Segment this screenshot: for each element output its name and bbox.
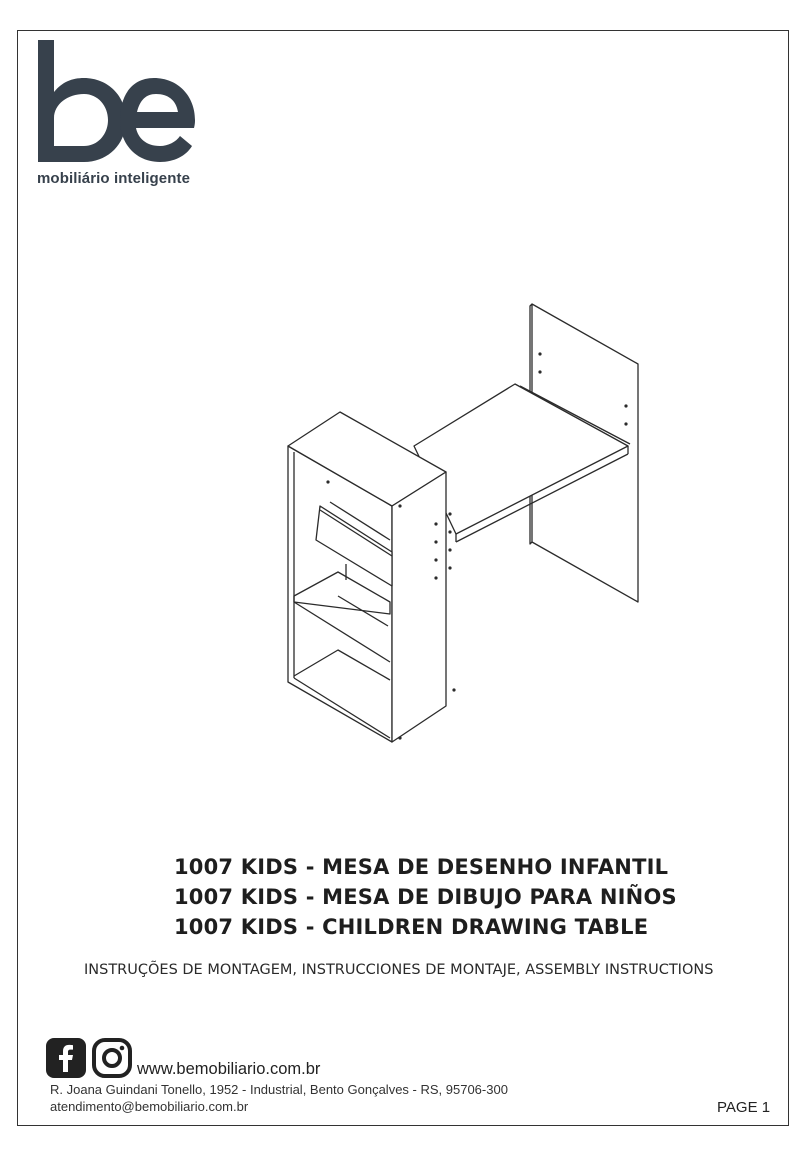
website-link[interactable]: www.bemobiliario.com.br	[137, 1060, 321, 1078]
title-portuguese: 1007 KIDS - MESA DE DESENHO INFANTIL	[174, 855, 669, 879]
product-titles	[174, 852, 734, 942]
contact-email[interactable]: atendimento@bemobiliario.com.br	[50, 1099, 249, 1114]
be-logo	[36, 38, 196, 188]
page-number: PAGE 1	[717, 1099, 771, 1116]
company-address: R. Joana Guindani Tonello, 1952 - Industrial, Bento Gonçalves - RS, 95706-300	[50, 1082, 508, 1097]
instructions-subtitle: INSTRUÇÕES DE MONTAGEM, INSTRUCCIONES DE MONTAJE, ASSEMBLY INSTRUCTIONS	[84, 962, 714, 978]
brand-tagline: mobiliário inteligente	[37, 170, 191, 187]
title-english: 1007 KIDS - CHILDREN DRAWING TABLE	[174, 915, 649, 939]
title-spanish: 1007 KIDS - MESA DE DIBUJO PARA NIÑOS	[174, 885, 677, 909]
instagram-icon[interactable]	[92, 1038, 132, 1078]
facebook-icon[interactable]	[46, 1038, 86, 1078]
product-illustration	[270, 296, 650, 756]
